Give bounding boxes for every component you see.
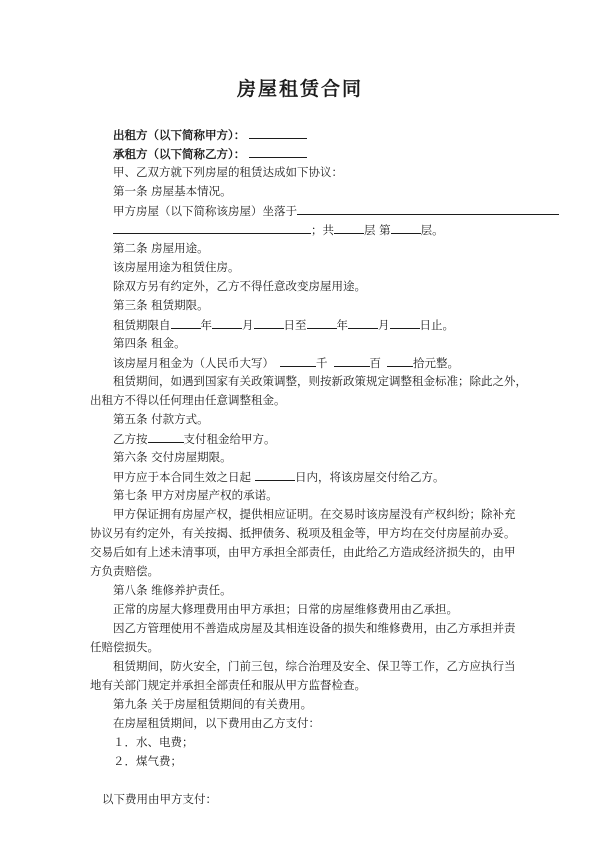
article-8-para-5: 地有关部门规定并承担全部责任和服从甲方监督检查。 bbox=[90, 678, 366, 692]
total-floors-label: ；共 bbox=[311, 223, 334, 237]
article-7-title: 第七条 甲方对房屋产权的承诺。 bbox=[113, 488, 278, 502]
article-1-floor-line bbox=[113, 222, 444, 237]
article-8-para-1: 正常的房屋大修理费用由甲方承担；日常的房屋维修费用由乙承担。 bbox=[113, 602, 458, 616]
article-5-title: 第五条 付款方式。 bbox=[113, 412, 209, 426]
delivery-pre: 甲方应于本合同生效之日起 bbox=[113, 470, 251, 484]
delivery-post: 日内，将该房屋交付给乙方。 bbox=[295, 470, 445, 484]
total-floors-blank bbox=[334, 222, 364, 234]
article-6-line bbox=[113, 469, 445, 484]
floor-label: 层 第 bbox=[364, 223, 391, 237]
article-9-item-1: １．水、电费； bbox=[113, 735, 194, 749]
lessee-label: 承租方（以下简称乙方）： bbox=[113, 147, 246, 161]
ten-label: 拾元整。 bbox=[413, 356, 459, 370]
lessor-line bbox=[113, 127, 307, 142]
location-blank-2 bbox=[113, 222, 311, 234]
rent-thousand-blank bbox=[280, 355, 316, 367]
year-label: 年 bbox=[200, 318, 212, 332]
month-label: 月 bbox=[242, 318, 254, 332]
lessee-blank bbox=[249, 146, 307, 158]
article-3-title: 第三条 租赁期限。 bbox=[113, 298, 209, 312]
article-1-title: 第一条 房屋基本情况。 bbox=[113, 184, 232, 198]
end-day-blank bbox=[390, 317, 420, 329]
start-year-blank bbox=[171, 317, 201, 329]
article-6-title: 第六条 交付房屋期限。 bbox=[113, 450, 232, 464]
article-9-item-2: ２．煤气费； bbox=[113, 754, 182, 768]
article-4-para-1: 租赁期间，如遇到国家有关政策调整，则按新政策规定调整租金标准；除此之外， bbox=[113, 374, 527, 388]
article-7-para-2: 协议另有约定外，有关按揭、抵押债务、税项及租金等，甲方均在交付房屋前办妥。 bbox=[90, 526, 516, 540]
article-2-text-2: 除双方另有约定外，乙方不得任意改变房屋用途。 bbox=[113, 279, 366, 293]
article-1-text: 甲方房屋（以下简称该房屋）坐落于 bbox=[113, 204, 297, 218]
day-to-label: 日至 bbox=[283, 318, 307, 332]
article-3-period-line bbox=[113, 317, 454, 332]
article-4-title: 第四条 租金。 bbox=[113, 336, 186, 350]
day-end-label: 日止。 bbox=[419, 318, 454, 332]
contract-title: 房屋租赁合同 bbox=[236, 78, 363, 100]
article-7-para-3: 交易后如有上述未清事项，由甲方承担全部责任，由此给乙方造成经济损失的，由甲 bbox=[90, 545, 516, 559]
floor-end-label: 层。 bbox=[420, 223, 444, 237]
rent-label: 该房屋月租金为（人民币大写） bbox=[113, 356, 274, 370]
rent-ten-blank bbox=[387, 355, 413, 367]
period-from-label: 租赁期限自 bbox=[113, 318, 171, 332]
article-2-title: 第二条 房屋用途。 bbox=[113, 241, 209, 255]
payment-method-blank bbox=[148, 431, 184, 443]
article-2-text-1: 该房屋用途为租赁住房。 bbox=[113, 260, 240, 274]
article-4-para-2: 出租方不得以任何理由任意调整租金。 bbox=[90, 393, 286, 407]
article-8-para-3: 任赔偿损失。 bbox=[90, 640, 159, 654]
thousand-label: 千 bbox=[316, 356, 328, 370]
floor-blank bbox=[391, 222, 421, 234]
start-day-blank bbox=[254, 317, 284, 329]
end-month-blank bbox=[348, 317, 378, 329]
payment-pre: 乙方按 bbox=[113, 432, 148, 446]
rent-hundred-blank bbox=[334, 355, 370, 367]
hundred-label: 百 bbox=[369, 356, 381, 370]
payment-post: 支付租金给甲方。 bbox=[183, 432, 276, 446]
article-8-para-4: 租赁期间，防火安全，门前三包，综合治理及安全、保卫等工作，乙方应执行当 bbox=[113, 659, 516, 673]
article-1-location-line bbox=[113, 203, 559, 218]
article-9-lessor-fees: 以下费用由甲方支付： bbox=[102, 792, 217, 806]
lessor-label: 出租方（以下简称甲方）： bbox=[113, 128, 246, 142]
article-9-text: 在房屋租赁期间，以下费用由乙方支付： bbox=[113, 716, 320, 730]
article-8-para-2: 因乙方管理使用不善造成房屋及其相连设备的损失和维修费用，由乙方承担并责 bbox=[113, 621, 516, 635]
article-5-line bbox=[113, 431, 276, 446]
end-year-blank bbox=[307, 317, 337, 329]
article-8-title: 第八条 维修养护责任。 bbox=[113, 583, 232, 597]
article-4-rent-line bbox=[113, 355, 459, 370]
lessee-line bbox=[113, 146, 307, 161]
article-7-para-1: 甲方保证拥有房屋产权，提供相应证明。在交易时该房屋没有产权纠纷；除补充 bbox=[113, 507, 516, 521]
article-9-title: 第九条 关于房屋租赁期间的有关费用。 bbox=[113, 697, 313, 711]
start-month-blank bbox=[212, 317, 242, 329]
month-label-2: 月 bbox=[378, 318, 390, 332]
lessor-blank bbox=[249, 127, 307, 139]
delivery-days-blank bbox=[255, 469, 295, 481]
location-blank bbox=[297, 203, 559, 215]
article-7-para-4: 方负责赔偿。 bbox=[90, 564, 159, 578]
intro-text: 甲、乙双方就下列房屋的租赁达成如下协议： bbox=[113, 165, 343, 179]
year-label-2: 年 bbox=[336, 318, 348, 332]
